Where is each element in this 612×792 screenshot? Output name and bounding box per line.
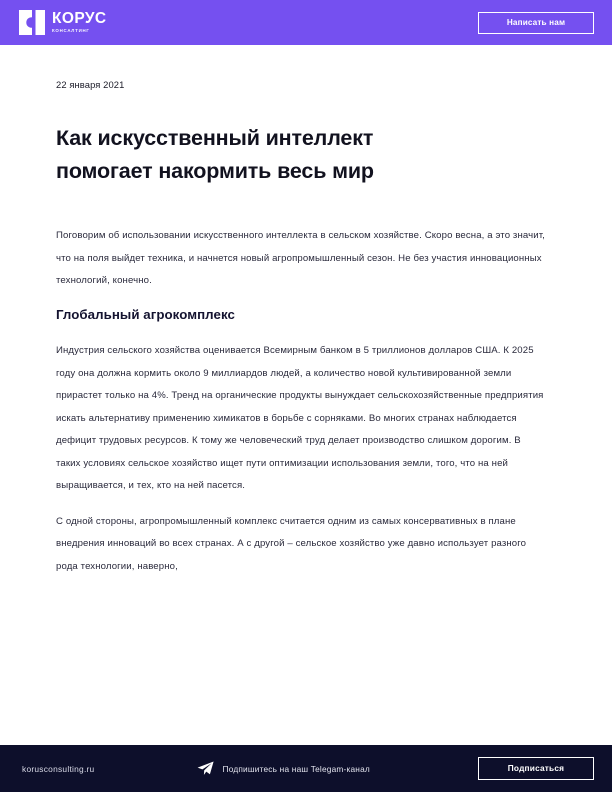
- page-title-line-1: Как искусственный интеллект: [56, 126, 374, 150]
- article-intro-paragraph: Поговорим об использовании искусственного интеллекта в сельском хозяйстве. Скоро весна, а это значит, что на поля выйдет техника, и начнется новый агропромышленный сезон. Не без участия инновационных технологий, конечно.: [56, 230, 545, 287]
- page-title: [56, 122, 476, 187]
- article-container: [0, 45, 612, 579]
- brand-subtitle: КОНСАЛТИНГ: [52, 28, 90, 34]
- footer-subscribe-group: [94, 761, 472, 776]
- brand-text: [52, 11, 107, 33]
- site-header: [0, 0, 612, 45]
- footer-subscribe-note: Подпишитесь на наш Telegam-канал: [222, 763, 370, 774]
- article-paragraph-2: С одной стороны, агропромышленный комплекс считается одним из самых консервативных в плане внедрения инноваций во всех странах. А с другой – сельское хозяйство уже давно использует разного рода технологии, наверно,: [56, 515, 527, 572]
- brand-logo[interactable]: [19, 10, 107, 35]
- contact-us-button[interactable]: Написать нам: [478, 12, 594, 34]
- article-date: 22 января 2021: [56, 79, 125, 90]
- brand-name: КОРУС: [52, 10, 107, 28]
- footer-site-link[interactable]: korusconsulting.ru: [22, 763, 95, 774]
- subscribe-button[interactable]: Подписаться: [478, 757, 594, 780]
- korus-k-mark-icon: [19, 10, 45, 35]
- page-title-line-2: помогает накормить весь мир: [56, 158, 374, 183]
- article-body: [56, 225, 564, 578]
- article-paragraph-1: Индустрия сельского хозяйства оценивается Всемирным банком в 5 триллионов долларов США. К 2025 году она должна кормить около 9 миллиардов людей, а количество новой культивированной земли прирастет только на 4%. Тренд на органические продукты вынуждает сельскохозяйственные предприятия искать альтернативу применению химикатов в борьбе с сорняками. Во многих странах наблюдается дефицит трудовых ресурсов. К тому же человеческий труд делает производство слишком дорогим. В таких условиях сельское хозяйство ищет пути оптимизации использования земли, того, что на ней выращивается, и тех, кто на ней пасется.: [56, 345, 544, 492]
- section-heading-global-agro: Глобальный агрокомплекс: [56, 306, 235, 322]
- telegram-paper-plane-icon: [197, 761, 214, 776]
- site-footer: [0, 745, 612, 792]
